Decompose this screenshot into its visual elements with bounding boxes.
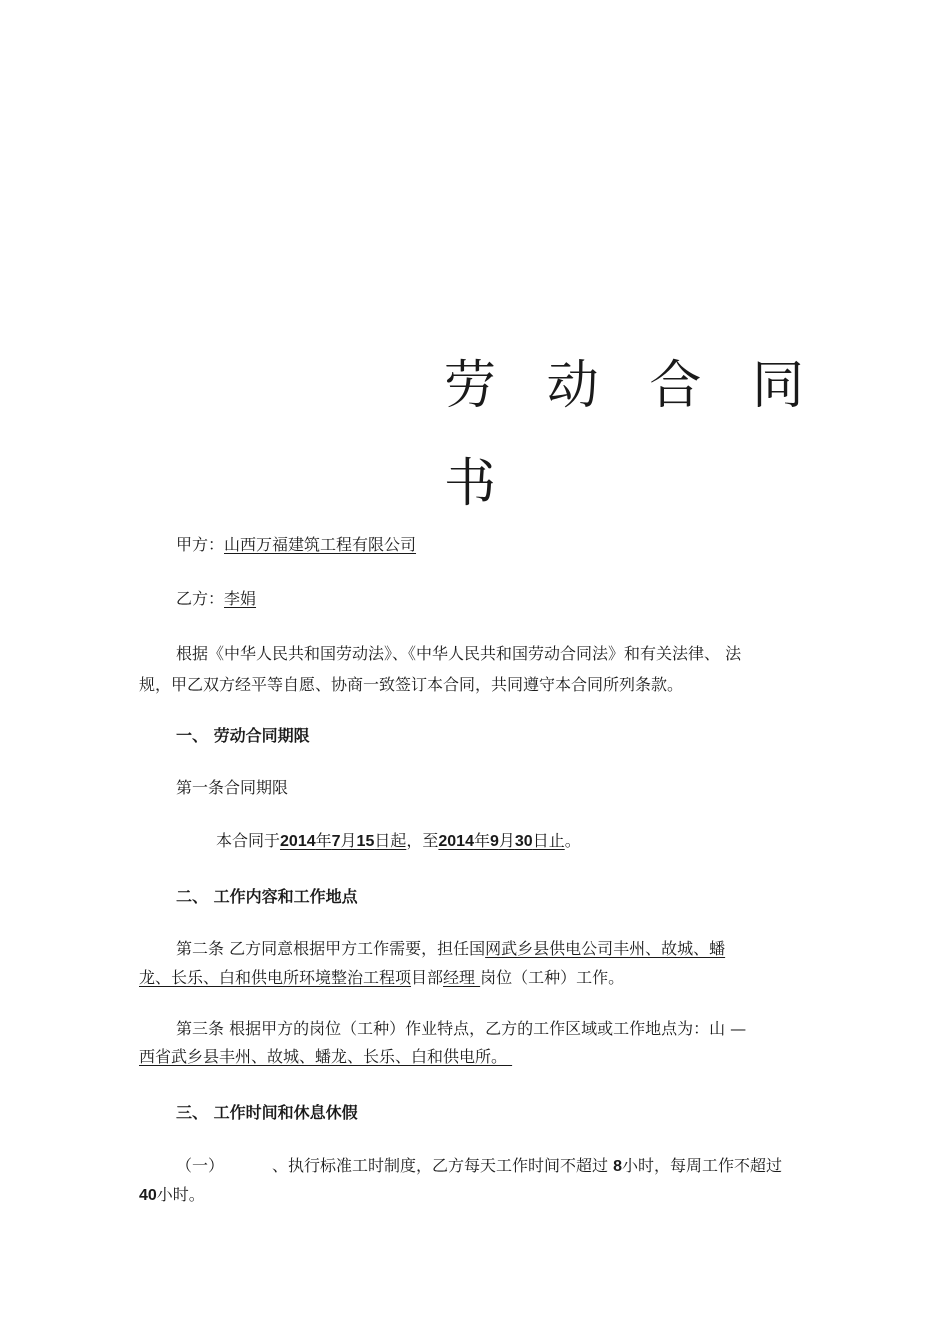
article1-title: 第一条合同期限 [176,778,289,797]
article2-employer-name: 网武乡县供电公司丰州、故城、蟠 [485,939,726,958]
preamble-line1: 根据《中华人民共和国劳动法》、《中华人民共和国劳动合同法》和有关法律、 法 [176,644,742,663]
article3-line2 [139,1049,512,1065]
start-year-unit: 年 [315,831,332,850]
preamble-line2: 规，甲乙双方经平等自愿、协商一致签订本合同，共同遵守本合同所列条款。 [139,675,684,694]
daily-hours: 8 [613,1158,623,1175]
section1-heading: 一、 劳动合同期限 [176,726,310,745]
term-prefix: 本合同于 [216,831,281,850]
party-b [176,591,256,607]
party-a-value: 山西万福建筑工程有限公司 [224,535,417,554]
article2-line2 [139,970,624,986]
clause1-text: 、执行标准工时制度，乙方每天工作时间不超过 [272,1156,609,1175]
end-suffix: 日止 [532,831,565,850]
article3-work-location: 西省武乡县丰州、故城、蟠龙、长乐、白和供电所。 [139,1047,508,1066]
contract-term [216,833,581,850]
document-title-line1 [444,356,804,416]
section3-heading: 三、 工作时间和休息休假 [176,1103,358,1122]
article2-position: 经理 [443,968,481,987]
end-month-unit: 月 [498,831,515,850]
title-char: 动 [546,356,599,416]
term-start [280,831,406,850]
title-char: 同 [751,356,804,416]
party-a-label: 甲方： [176,535,225,554]
weekly-hours: 40 [139,1187,157,1204]
end-month: 9 [489,833,499,850]
article2-text: 目部 [411,968,444,987]
title-char: 合 [649,356,702,416]
party-b-label: 乙方： [176,589,225,608]
article2-line1 [176,941,725,957]
title-char: 劳 [444,356,497,416]
article3-underline-tail [507,1047,512,1066]
term-end [438,831,564,850]
start-day: 15 [356,833,375,850]
start-month-unit: 月 [340,831,357,850]
term-period: 。 [564,831,581,850]
clause1-text: 小时。 [156,1185,205,1204]
article3-line1: 第三条 根据甲方的岗位（工种）作业特点，乙方的工作区域或工作地点为：山 — [176,1019,747,1038]
article2-text: 岗位（工种）工作。 [480,968,625,987]
end-day: 30 [514,833,533,850]
end-year-unit: 年 [473,831,490,850]
article2-project-name: 龙、长乐、白和供电所环境整治工程项 [139,968,412,987]
clause1-line2 [139,1187,205,1204]
clause1-line1 [176,1158,782,1175]
start-month: 7 [331,833,341,850]
article2-text: 第二条 乙方同意根据甲方工作需要，担任国 [176,939,486,958]
start-suffix: 日起 [374,831,407,850]
end-year: 2014 [438,833,474,850]
clause1-number: （一） [176,1156,225,1175]
party-b-value: 李娟 [224,589,257,608]
party-a [176,537,416,553]
section2-heading: 二、 工作内容和工作地点 [176,887,358,906]
clause1-text: 小时，每周工作不超过 [622,1156,783,1175]
start-year: 2014 [280,833,316,850]
term-mid: ，至 [406,831,439,850]
document-title-line2: 书 [444,454,497,514]
